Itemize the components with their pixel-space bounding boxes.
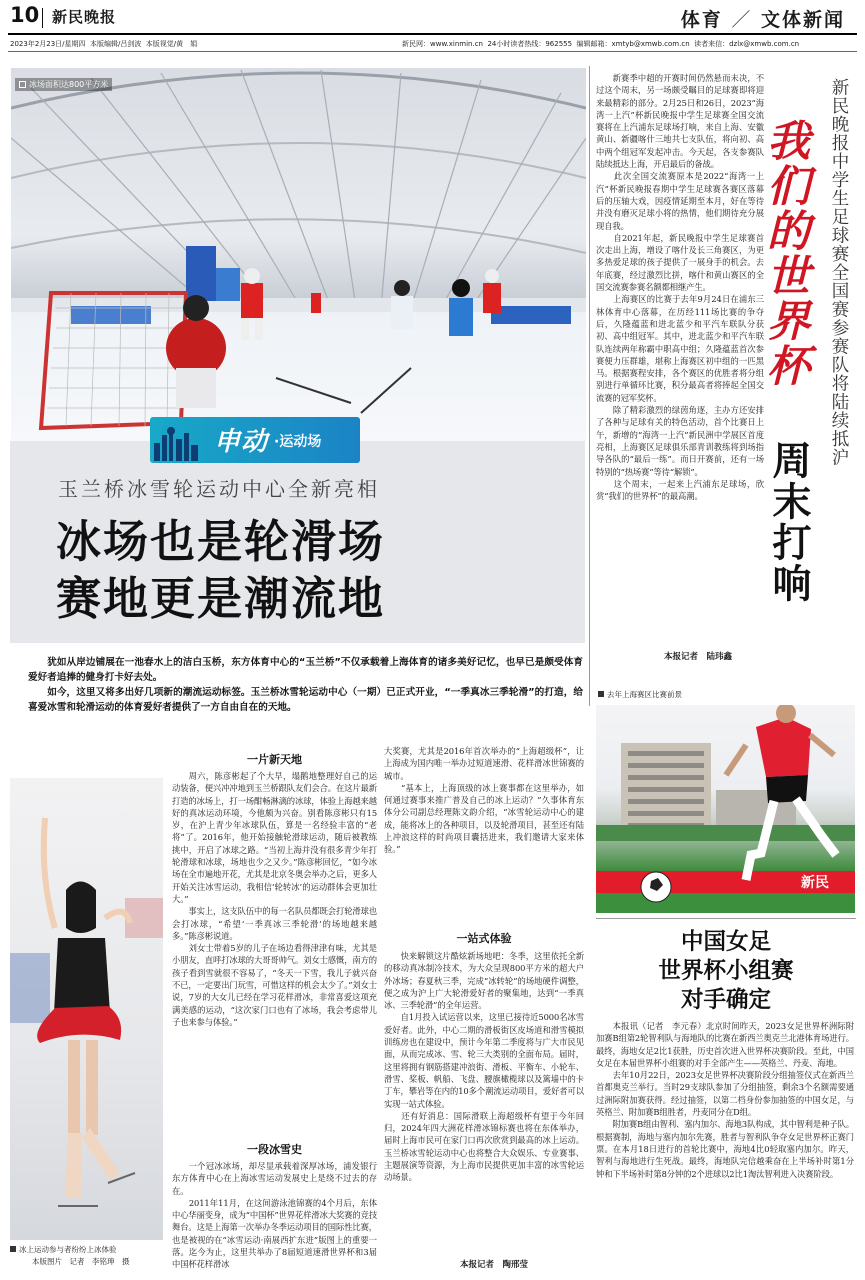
logo-sub-label: 运动场 [279,434,322,450]
shendong-logo [150,417,360,463]
article-mid-sec3: 快来解锁这片酷炫新场地吧：冬季，这里依托全新的移动真冰制冷技术，为大众呈现800平方米的超大户外冰场；春夏秋三季，完成“冰转轮”的场地硬件调整，便之成为沪上广大轮滑爱好者的聚集地，达到“一季真冰、三季轮滑”的全年运营。 自1月投入试运营以来，这里已接待近5000名冰雪爱好者。此外，中心二期的滑板街区皮场道和滑雪模拟训练房也在建设中，预计今年第二季度将与广大市民见面，从而完成冰、雪、轮三大类别的全面布局。届时，这里将拥有钢筋搭建冲浪街、滑板、平衡车、小轮车、滑雪、桨板、帆船、飞盘、腰旗橄榄球以及篱墙中的卡丁车，攀岩等在内的10多个潮流运动项目，爱好者可以实现一站式体验。 还有好消息：国际滑联上海超级杯有望于今年回归，2024年四大洲花样滑冰锦标赛也将在东体举办，届时上海市民可在家门口再次欣赏到最高的冰上运动。玉兰桥冰雪轮运动中心也将整合大众娱乐、专业赛事、主题展演等资源，为上海市民提供更加丰富的冰雪轮运动场景。 [384,951,584,1183]
mid-byline: 本报记者 陶邢莹 [460,1260,529,1270]
masthead-divider-v [42,8,43,28]
soccer-scene [596,705,855,913]
contact-line: 新民网：www.xinmin.cn 24小时读者热线：962555 编辑邮箱：xmtyb@xmwb.com.cn 读者来信：dzlx@xmwb.com.cn [402,40,800,48]
wwc-headline-3: 对手确定 [680,987,771,1013]
lead-intro-2: 如今，这里又将多出好几项新的潮流运动标签。玉兰桥冰雪轮运动中心（一期）已正式开业，“一季真冰三季轮滑”的打造，给喜爱冰雪和轮滑运动的体育爱好者提供了一方自由自在的天地。 [28,687,583,713]
right-rule [596,918,856,919]
top-photo-caption-text: 冰场面积达800平方米 [29,80,109,89]
soccer-banner-text: 新民 [801,875,829,891]
skater-figure [10,778,163,1240]
section-sport: 体育 [680,9,723,31]
paper-name: 新民晚报 [52,8,117,26]
wwc-headline-2: 世界杯小组赛 [658,958,794,984]
caption-square-icon [598,691,604,697]
skater-caption-text: 冰上运动参与者纷纷上冰体验 [19,1245,117,1254]
article-right-body: 新赛季中超的开赛时间仍然悬而未决，不过这个周末，另一场颇受瞩目的足球赛即将迎来最精彩的部分。2月25日和26日，2023“海湾一上汽”杯新民晚报中学生足球赛全国交流赛将在上汽浦东足球场打响，来自上海、安徽黄山、新疆喀什三地共七支队伍，将向初、高中两个组冠军发起冲击。今天起，各支参赛队陆续抵达上海，开启最后的备战。 此次全国交流赛原本是2022“海湾一上汽”杯新民晚报春期中学生足球赛各赛区落幕后的压轴大戏，因疫情延期至本月，好在等待并没有磨灭足球小将的热情，他们期待充分展现自我。 自2021年起，新民晚报中学生足球赛首次走出上海，增设了喀什及长三角赛区，为更多热爱足球的孩子提供了一展身手的机会。去年底赛，经过激烈比拼，喀什和黄山赛区的全国交流赛参赛名额都相继产生。 上海赛区的比赛于去年9月24日在浦东三林体育中心落幕，在历经111场比赛的争夺后，久隆蕴蓝和进北蓝少和平汽车联队分获初、高中组冠军。其中，进北蓝少和平汽车联队连续两年称霸中职高中组；久隆蕴蓝首次参赛便力压群雄，堪称上海赛区初中组的一匹黑马。根据赛程安排，各个赛区的优胜者将分组别进行单循环比赛，积分最高者将捧起全国交流赛的冠军奖杯。 除了精彩激烈的绿茵角逐，主办方还安排了各种与足球有关的特色活动，首个比赛日上午，新增的“海湾一上汽”新民洲中学展区首度亮相，上海赛区足球俱乐部青训教练将到场指导各队的“最后一练”。而日开赛前，还有一场特别的“热场赛”等待“解锁”。 这个周末，一起来上汽浦东足球场，欣赏“我们的世界杯”的最高潮。 [596,73,764,502]
wwc-headline-1: 中国女足 [680,929,771,955]
vertical-main-1: 我们的世界杯 [760,118,810,388]
headline-panel [10,463,585,643]
wwc-headline [596,928,856,1015]
section-sub: 文体新闻 [760,9,845,31]
logo-main-text: 申动 [214,427,269,457]
article-left-sec2: 一个冠冰冰场，却尽显承载着深厚冰场，浦发银行东方体育中心在上海冰雪运动发展史上是绕不过去的存在。 2011年11月，在这间游泳池锦赛的4个月后，东体中心华丽变身，成为“中国杯”世界花样滑冰大奖赛的竞技舞台。这是上海第一次举办冬季运动项目的国际性比赛，也是被视的在“冰雪运动·南展西扩东进”版图上的重要一落。迄今为止，这里共举办了8届短道速滑世界杯和3届中国杯花样滑冰 [172,1161,377,1270]
section-name [681,5,845,32]
date-line: 2023年2月23日/星期四 本版编辑/吕剑波 本版视觉/黄 娟 [10,40,198,48]
page-number: 10 [10,3,40,27]
soccer-photo [596,705,855,913]
soccer-caption [598,689,682,700]
column-rule-1 [589,66,590,706]
main-headline-1: 冰场也是轮滑场 [56,515,386,568]
lead-intro [28,655,583,715]
section-slash: ／ [731,9,753,31]
vertical-kicker: 新民晚报中学生足球赛全国赛参赛队将陆续抵沪 [829,78,849,467]
section-title-2: 一段冰雪史 [247,1143,302,1156]
masthead-rule [8,33,857,35]
masthead-rule-2 [8,51,857,52]
section-title-1: 一片新天地 [247,753,302,766]
kicker: 玉兰桥冰雪轮运动中心全新亮相 [58,477,380,501]
skater-caption [10,1244,170,1268]
wwc-body: 本报讯（记者 李元春）北京时间昨天，2023女足世界杯洲际附加赛B组第2轮智利队与海地队的比赛在新西兰奥克兰北港体育场进行。最终，海地女足2比1获胜，历史首次进入世界杯决赛阶段。至此，中国女足在本届世界杯小组赛的对手全部产生——英格兰、丹麦、海地。 去年10月22日，2023女足世界杯决赛阶段分组抽签仪式在新西兰首都奥克兰举行。当时29支球队参加了分组抽签，剩余3个名额需要通过洲际附加赛获得。经过抽签，以第二档身份参加抽签的中国女足，与英格兰、附加赛B组胜者，丹麦同分在D组。 附加赛B组由智利、塞内加尔、海地3队构成，其中智利是种子队。根据赛制，海地与塞内加尔先赛，胜者与智利队争夺女足世界杯正赛门票。在本月18日进行的首轮比赛中，海地4比0轻取塞内加尔。昨天，智利与海地进行生死战。最终，海地队完信越乘奋在上半场补时第1分钟和下半场补时第8分钟的2个进球以2比1淘汰智利进入决赛阶段。 [596,1021,854,1179]
article-left-sec1: 周六，陈彦彬起了个大早，塌鹅地整理好自己的运动装备，便兴冲冲地到玉兰桥跟队友们会合。在这片最新打造的冰场上，打一场酣畅淋漓的冰球，体验上海越来越好的真冰运动环境，今他颇为兴奋。别看陈彦彬只有15岁，在沪上青少年冰球队伍，算是一名经验丰富的“老将”了。2016年，他开始接触轮滑球运动，随后被教练挑中，开启了冰球之路。“当初上海并没有很多青少年打轮滑球和冰球，场地也少之又少。”陈彦彬回忆，“如今冰场在全市遍地开花，尤其是北京冬奥会举办之后，更多人开始关注冰雪运动，我相信‘轮转冰’的运动群体会更加壮大。” 事实上，这支队伍中的每一名队员都既会打轮滑球也会打冰球，“希望‘一季真冰三季轮滑’的场地越来越多。”陈彦彬说道。 刘女士带着5岁的儿子在场边看得津津有味，尤其是小朋友，直呼打冰球的大哥哥帅气。刘女士感慨，南方的孩子看到雪就很不容易了，“冬天一下雪，我儿子就兴奋不已，一定要出门玩雪，可惜这样的机会太少了。”刘女士说，7岁的大女儿已经在学习花样滑冰，非常喜爱这项充满美感的运动，“这次家门口也有了冰场，我会考虑带儿子也来参与体验。” [172,771,377,1027]
section-title-3: 一站式体验 [456,932,512,945]
skyline-icon [150,421,210,461]
lead-intro-1: 犹如从岸边铺展在一池春水上的洁白玉桥，东方体育中心的“玉兰桥”不仅承载着上海体育的诸多美好记忆，也早已是颇受体育爱好者追捧的健身打卡好去处。 [28,657,583,683]
photo-credit: 本版图片 记者 李铭珅 摄 [32,1257,130,1266]
caption-square-icon [10,1246,16,1252]
ice-rink-photo [11,68,586,441]
main-headline-2: 赛地更是潮流地 [56,572,386,625]
soccer-caption-text: 去年上海赛区比赛前景 [607,690,682,699]
tent-structure [11,68,586,441]
right-byline: 本报记者 陆玮鑫 [664,652,733,662]
caption-square-icon [19,81,26,88]
skater-photo [10,778,163,1240]
article-mid-top: 大奖赛，尤其是2016年首次举办的“上海超级杯”，让上海成为国内唯一举办过短道速滑、花样滑冰世锦赛的城市。 “基本上，上海顶级的冰上赛事都在这里举办，如何通过赛事来推广普及自己的冰上运动？”久事体育东体分公司副总经理陈文韵介绍，“冰雪轮运动中心的建成，能将冰上的各种项目，以及轮滑项目，甚至还有陆上冲浪这样的时尚项目囊括进来，我们邀请大家来体验。” [384,746,584,855]
vertical-main-2: 周末打响 [766,440,811,604]
top-photo-caption [15,78,112,91]
logo-sub-text: ·运动场 [274,434,322,450]
